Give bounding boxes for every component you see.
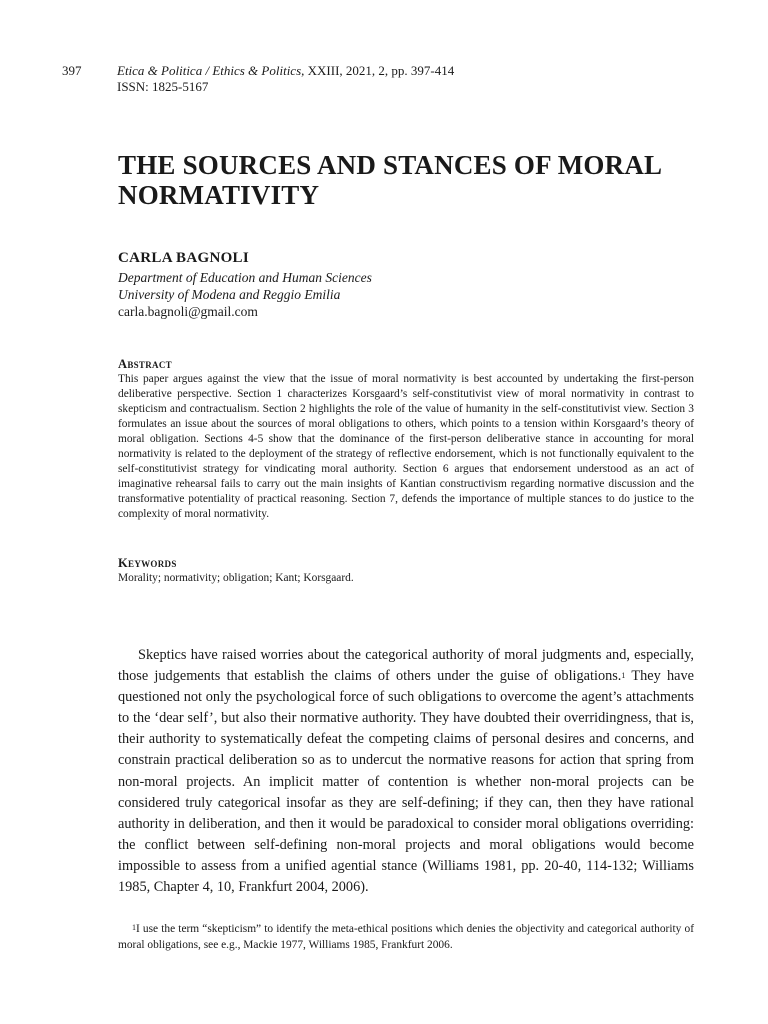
- issn: ISSN: 1825-5167: [117, 79, 209, 94]
- author-block: [118, 250, 678, 320]
- footnote: [118, 921, 694, 953]
- body-text-part-1: Skeptics have raised worries about the categorical authority of moral judgments and, especially, those judgements that establish the claims of others under the guise of obligations.: [118, 647, 694, 685]
- keywords-heading: Keywords: [118, 556, 177, 570]
- author-department: Department of Education and Human Sciences: [118, 270, 372, 285]
- paper-title: THE SOURCES AND STANCES OF MORAL NORMATIVITY: [118, 150, 661, 210]
- body-text-part-2: They have questioned not only the psychological force of such obligations to overcome the agent’s attachments to the ‘dear self’, but also their normative authority. They have doubted their overridingness, that is, their authority to systematically defeat the competing claims of personal desires and concerns, and constrain practical deliberation so as to undercut the normative reasons for action that spring from non-moral projects. An implicit matter of contention is whether non-moral projects can be considered truly categorical insofar as they are self-defining; if they can, then they have rational authority in deliberation, and then it would be paradoxical to consider moral obligations overriding: the conflict between self-defining non-moral projects and moral obligations would become impossible to assess from a unified agential stance (Williams 1981, pp. 20-40, 114-132; Williams 1985, Chapter 4, 10, Frankfurt 2004, 2006).: [118, 668, 694, 896]
- footnote-text: I use the term “skepticism” to identify the meta-ethical positions which denies the objectivity and categorical authority of moral obligations, see e.g., Mackie 1977, Williams 1985, Frankfurt 2006.: [118, 923, 694, 951]
- abstract-section: [118, 357, 694, 522]
- footnote-reference[interactable]: 1: [621, 671, 626, 681]
- abstract-heading: Abstract: [118, 357, 172, 371]
- body-paragraph: [118, 645, 694, 898]
- author-name: CARLA BAGNOLI: [118, 250, 250, 266]
- journal-citation: [117, 62, 454, 79]
- author-email: carla.bagnoli@gmail.com: [118, 304, 258, 319]
- footnote-marker: 1: [132, 923, 136, 932]
- journal-name: Etica & Politica / Ethics & Politics,: [117, 63, 305, 78]
- page-number: 397: [62, 63, 82, 78]
- keywords-section: [118, 556, 694, 586]
- author-university: University of Modena and Reggio Emilia: [118, 287, 341, 302]
- volume-info: XXIII, 2021, 2, pp. 397-414: [304, 63, 455, 78]
- abstract-text: This paper argues against the view that the issue of moral normativity is best accounted by undertaking the first-person deliberative perspective. Section 1 characterizes Korsgaard’s self-constitutivist view of moral normativity in contrast to skepticism and contractualism. Section 2 highlights the role of the value of humanity in the self-constitutivist view. Section 3 formulates an issue about the sources of moral obligations to others, which points to a tension within Korsgaard’s theory of moral obligation. Sections 4-5 show that the dominance of the first-person deliberative stance in accounting for moral normativity is related to the deployment of the strategy of reflective endorsement, which is not functionally equivalent to the self-constitutivist strategy for vindicating moral authority. Section 6 argues that endorsement understood as an act of imaginative rehearsal fails to carry out the main insights of Kantian constructivism regarding normative discussion and the transformative potentiality of practical reasoning. Section 7, defends the importance of multiple stances to do justice to the complexity of moral normativity.: [118, 373, 694, 520]
- keywords-text: Morality; normativity; obligation; Kant; Korsgaard.: [118, 572, 354, 584]
